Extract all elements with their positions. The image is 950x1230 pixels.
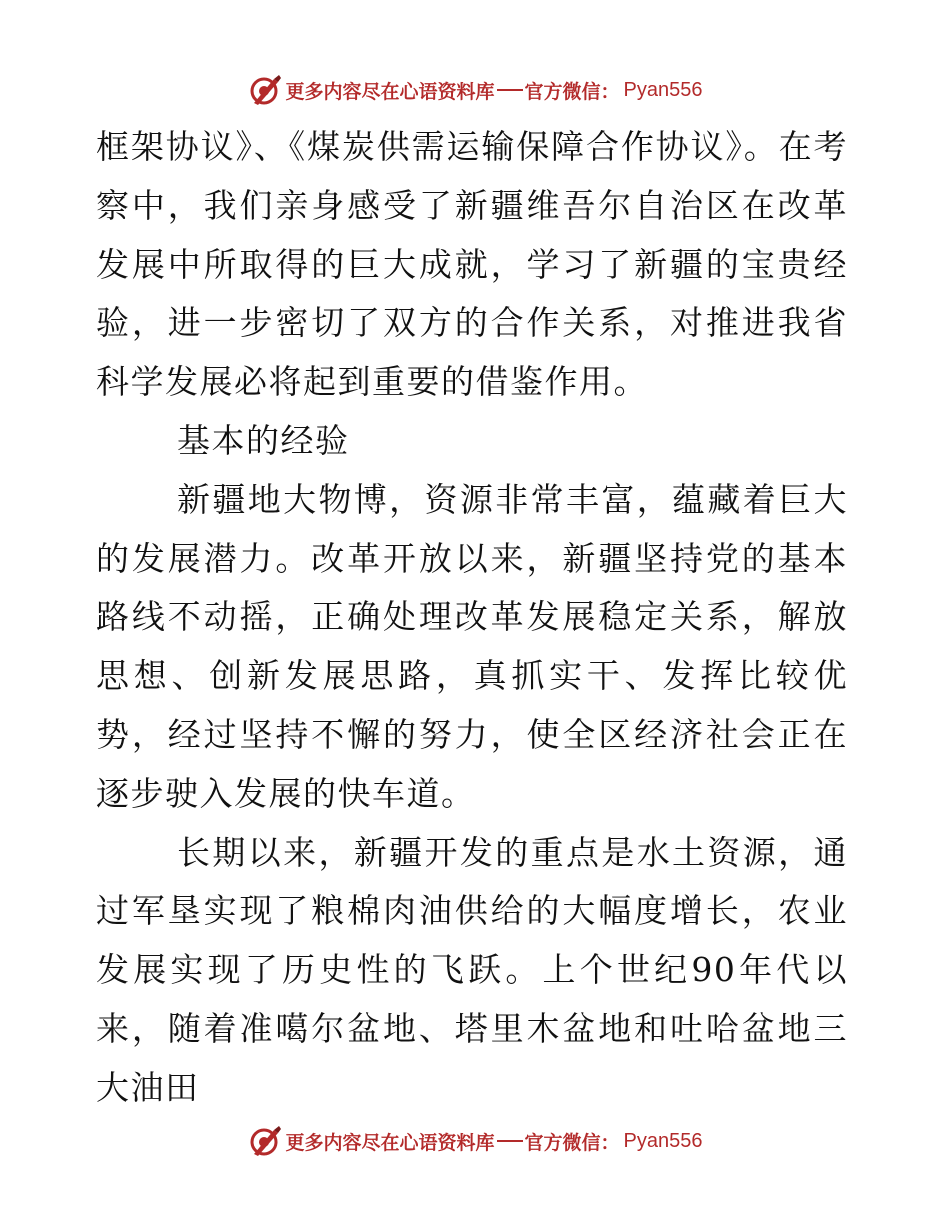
footer-watermark-banner: [0, 1119, 950, 1163]
banner-wechat-id: Pyan556: [623, 78, 703, 101]
banner-wechat-id: Pyan556: [623, 1129, 703, 1152]
banner-dash: [497, 1140, 523, 1142]
paragraph: 框架协议》、《煤炭供需运输保障合作协议》。在考察中，我们亲身感受了新疆维吾尔自治区在改革发展中所取得的巨大成就，学习了新疆的宝贵经验，进一步密切了双方的合作关系，对推进我省科学发展必将起到重要的借鉴作用。: [96, 127, 848, 402]
paragraph: 长期以来，新疆开发的重点是水土资源，通过军垦实现了粮棉肉油供给的大幅度增长，农业发展实现了历史性的飞跃。上个世纪90年代以来，随着准噶尔盆地、塔里木盆地和吐哈盆地三大油田: [96, 832, 848, 1107]
pen-logo-icon: [248, 73, 282, 107]
header-watermark-banner: [0, 68, 950, 112]
banner-dash: [497, 89, 523, 91]
banner-text: 更多内容尽在心语资料库: [285, 1131, 495, 1154]
banner-text: 更多内容尽在心语资料库: [285, 80, 495, 103]
pen-logo-icon: [248, 1124, 282, 1158]
banner-label: 官方微信：: [524, 80, 620, 103]
section-heading: 基本的经验: [177, 420, 350, 460]
document-body: [96, 118, 848, 1118]
banner-label: 官方微信：: [524, 1131, 620, 1154]
paragraph: 新疆地大物博，资源非常丰富，蕴藏着巨大的发展潜力。改革开放以来，新疆坚持党的基本路线不动摇，正确处理改革发展稳定关系，解放思想、创新发展思路，真抓实干、发挥比较优势，经过坚持不懈的努力，使全区经济社会正在逐步驶入发展的快车道。: [96, 479, 848, 813]
